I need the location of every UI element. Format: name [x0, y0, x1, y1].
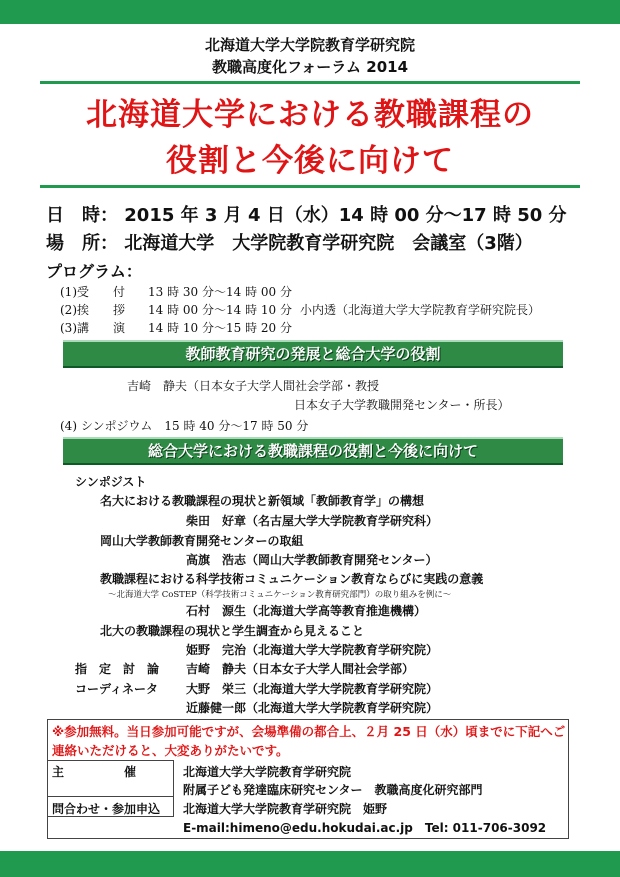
host-label-rule-bottom	[47, 796, 173, 797]
contact-line-2: E-mail:himeno@edu.hokudai.ac.jp Tel: 011-706-3092	[183, 821, 547, 835]
label-column-divider	[173, 760, 174, 817]
bottom-green-bar	[0, 851, 620, 877]
talk-speaker-1: 柴田 好章（名古屋大学大学院教育学研究科）	[186, 514, 439, 528]
talk-speaker-2: 高旗 浩志（岡山大学教師教育開発センター）	[186, 553, 438, 567]
coordinator-name-1: 大野 栄三（北海道大学大学院教育学研究院）	[186, 682, 439, 696]
discussant-name: 吉崎 静夫（日本女子大学人間社会学部）	[186, 662, 415, 676]
forum-name: 教職高度化フォーラム 2014	[211, 58, 409, 76]
talk-title-2: 岡山大学教師教育開発センターの取組	[100, 534, 304, 548]
host-label-rule-top	[47, 760, 173, 761]
program-item-reception: (1)受 付 13 時 30 分～14 時 00 分	[60, 285, 292, 299]
talk-speaker-3: 石村 源生（北海道大学高等教育推進機構）	[186, 604, 427, 618]
date-row	[46, 201, 567, 227]
top-green-bar	[0, 0, 620, 24]
lecturer-line-2: 日本女子大学教職開発センター・所長）	[294, 398, 510, 412]
title-line-2: 役割と今後に向けて	[166, 143, 454, 179]
talk-title-4: 北大の教職課程の現状と学生調査から見えること	[100, 624, 365, 638]
program-item-lecture: (3)講 演 14 時 10 分～15 時 20 分	[60, 321, 292, 335]
place-value: 北海道大学 大学院教育学研究院 会議室（3階）	[124, 233, 533, 254]
lecture-banner: 教師教育研究の発展と総合大学の役割	[63, 340, 563, 368]
talk-subtitle-3: ～北海道大学 CoSTEP（科学技術コミュニケーション教育研究部門）の取り組みを例に～	[108, 590, 452, 600]
discussant-label: 指 定 討 論	[75, 662, 160, 676]
title-line-1: 北海道大学における教職課程の	[86, 97, 534, 133]
title-top-rule	[40, 81, 580, 84]
place-row	[46, 229, 533, 255]
talk-speaker-4: 姫野 完治（北海道大学大学院教育学研究院）	[186, 643, 439, 657]
lecturer-line-1: 吉崎 静夫（日本女子大学人間社会学部・教授	[127, 379, 380, 393]
symposium-time: (4) シンポジウム 15 時 40 分～17 時 50 分	[60, 419, 309, 433]
notice-line-1: ※参加無料。当日参加可能ですが、会場準備の都合上、２月 25 日（水）頃までに下記へご	[52, 724, 566, 739]
title-bottom-rule	[40, 185, 580, 188]
talk-title-1: 名大における教職課程の現状と新領域「教師教育学」の構想	[100, 494, 425, 508]
host-line-1: 北海道大学大学院教育学研究院	[183, 765, 352, 779]
notice-line-2: 連絡いただけると、大変ありがたいです。	[52, 743, 289, 758]
org-name: 北海道大学大学院教育学研究院	[204, 36, 415, 54]
date-label: 日 時：	[46, 205, 118, 226]
talk-title-3: 教職課程における科学技術コミュニケーション教育ならびに実践の意義	[100, 572, 484, 586]
program-heading: プログラム：	[46, 262, 142, 281]
date-value: 2015 年 3 月 4 日（水）14 時 00 分～17 時 50 分	[124, 205, 567, 226]
coordinator-name-2: 近藤健一郎（北海道大学大学院教育学研究院）	[186, 701, 439, 715]
symposists-label: シンポジスト	[75, 475, 147, 489]
host-line-2: 附属子ども発達臨床研究センター 教職高度化研究部門	[183, 783, 483, 797]
host-label: 主 催	[52, 765, 137, 779]
coordinator-label: コーディネータ	[75, 682, 159, 696]
contact-label: 問合わせ・参加申込	[52, 802, 161, 816]
program-item-greeting: (2)挨 拶 14 時 00 分～14 時 10 分 小内透（北海道大学大学院教育学研究院長）	[60, 303, 540, 317]
symposium-banner: 総合大学における教職課程の役割と今後に向けて	[63, 437, 563, 465]
place-label: 場 所：	[46, 233, 118, 254]
contact-line-1: 北海道大学大学院教育学研究院 姫野	[183, 802, 388, 816]
